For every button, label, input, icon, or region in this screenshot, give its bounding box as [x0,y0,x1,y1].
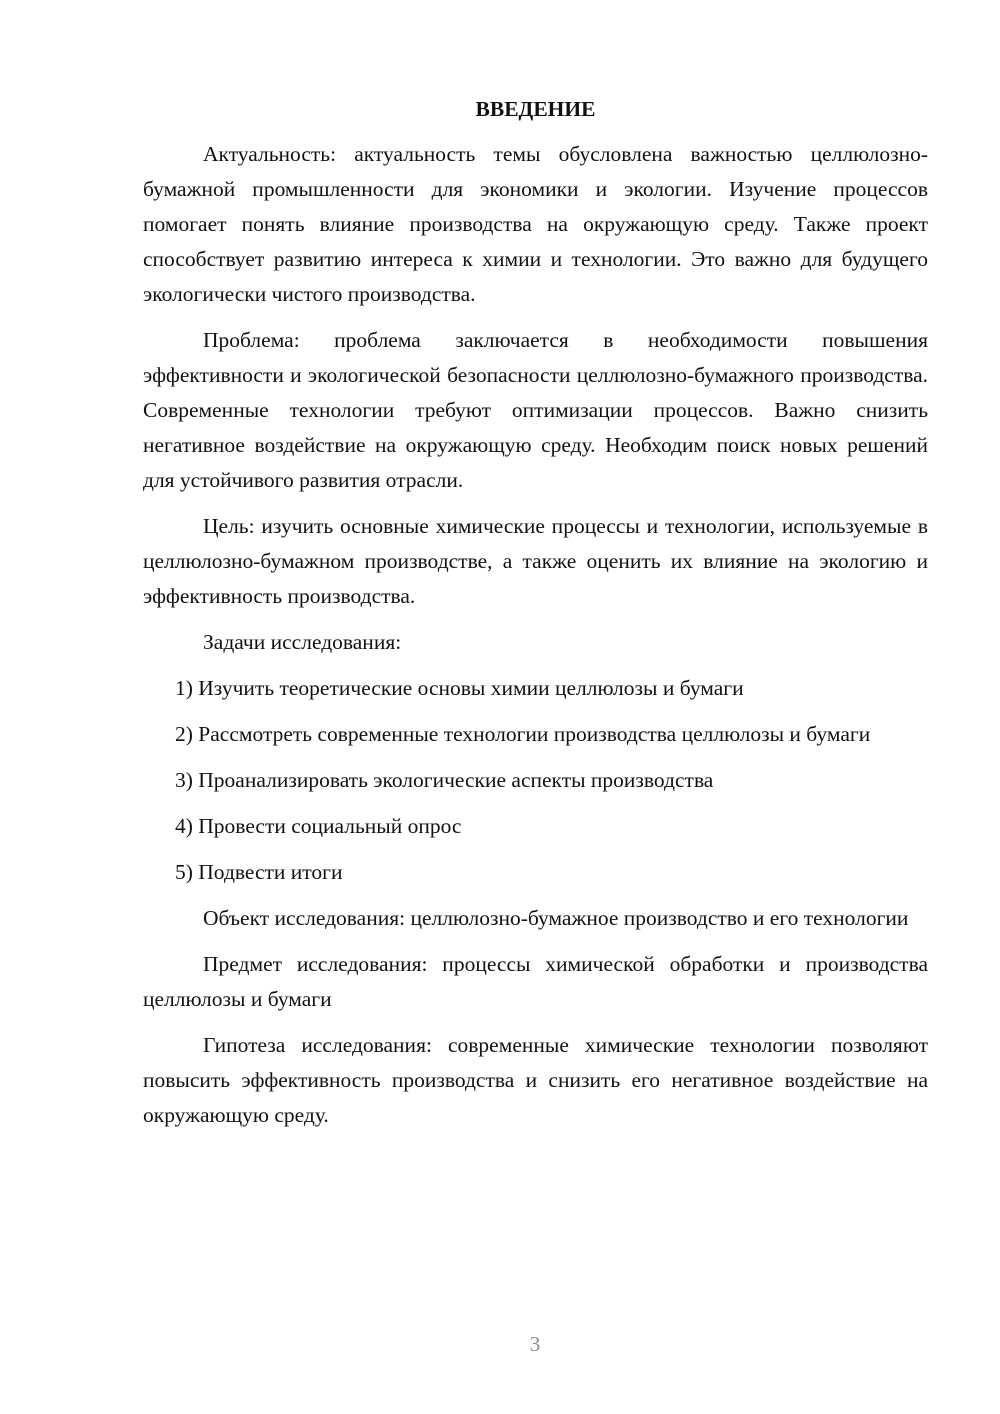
hypothesis-paragraph: Гипотеза исследования: современные химические технологии позволяют повысить эффективность производства и снизить его негативное воздействие на окружающую среду. [143,1033,928,1127]
goal-paragraph: Цель: изучить основные химические процессы и технологии, используемые в целлюлозно-бумажном производстве, а также оценить их влияние на экологию и эффективность производства. [143,514,928,608]
section-heading: ВВЕДЕНИЕ [475,97,596,121]
object-paragraph: Объект исследования: целлюлозно-бумажное производство и его технологии [203,906,909,930]
task-item-1: 1) Изучить теоретические основы химии целлюлозы и бумаги [175,676,744,700]
task-item-5: 5) Подвести итоги [175,860,343,884]
tasks-title: Задачи исследования: [203,630,402,654]
task-item-3: 3) Проанализировать экологические аспекты производства [175,768,714,792]
subject-paragraph: Предмет исследования: процессы химической обработки и производства целлюлозы и бумаги [143,952,928,1011]
task-item-4: 4) Провести социальный опрос [175,814,462,838]
document-page [143,92,928,1144]
task-item-2: 2) Рассмотреть современные технологии производства целлюлозы и бумаги [175,722,871,746]
problem-paragraph: Проблема: проблема заключается в необходимости повышения эффективности и экологической безопасности целлюлозно-бумажного производства. Современные технологии требуют оптимизации процессов. Важно снизить негативное воздействие на окружающую среду. Необходим поиск новых решений для устойчивого развития отрасли. [143,328,928,492]
relevance-paragraph: Актуальность: актуальность темы обусловлена важностью целлюлозно-бумажной промышленности для экономики и экологии. Изучение процессов помогает понять влияние производства на окружающую среду. Также проект способствует развитию интереса к химии и технологии. Это важно для будущего экологически чистого производства. [143,142,928,306]
page-number: 3 [529,1332,541,1356]
